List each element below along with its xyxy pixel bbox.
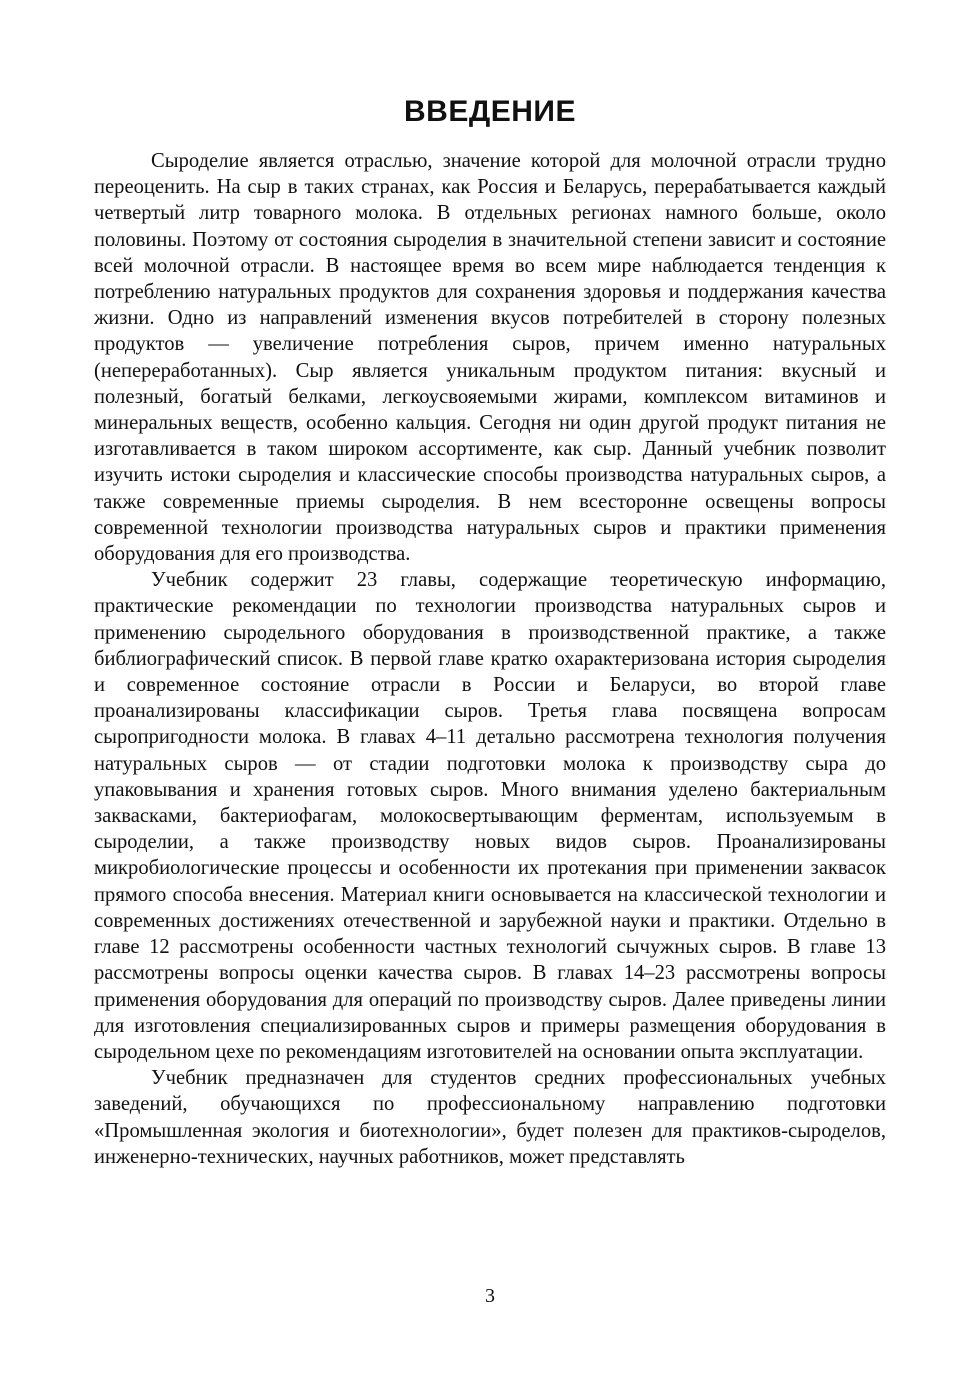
body-text (94, 148, 886, 1170)
section-heading: ВВЕДЕНИЕ (404, 95, 576, 128)
paragraph: Учебник содержит 23 главы, содержащие теоретическую информацию, практические рекомендации по технологии производства натуральных сыров и применению сыродельного оборудования в производственной практике, а также библиографический список. В первой главе кратко охарактеризована история сыроделия и современное состояние отрасли в России и Беларуси, во второй главе проанализированы классификации сыров. Третья глава посвящена вопросам сыропригодности молока. В главах 4–11 детально рассмотрена технология получения натуральных сыров — от стадии подготовки молока к производству сыра до упаковывания и хранения готовых сыров. Много внимания уделено бактериальным заквасками, бактериофагам, молокосвертывающим ферментам, используемым в сыроделии, а также производству новых видов сыров. Проанализированы микробиологические процессы и особенности их протекания при применении заквасок прямого способа внесения. Материал книги основывается на классической технологии и современных достижениях отечественной и зарубежной науки и практики. Отдельно в главе 12 рассмотрены особенности частных технологий сычужных сыров. В главе 13 рассмотрены вопросы оценки качества сыров. В главах 14–23 рассмотрены вопросы применения оборудования для операций по производству сыров. Далее приведены линии для изготовления специализированных сыров и примеры размещения оборудования в сыродельном цехе по рекомендациям изготовителей на основании опыта эксплуатации. (94, 569, 886, 1063)
paragraph: Учебник предназначен для студентов средних профессиональных учебных заведений, обучающихся по профессиональному направлению подготовки «Промышленная экология и биотехнологии», будет полезен для практиков-сыроделов, инженерно-технических, научных работников, может представлять (94, 1067, 886, 1168)
page-number: 3 (485, 1285, 495, 1307)
paragraph: Сыроделие является отраслью, значение которой для молочной отрасли трудно переоценить. На сыр в таких странах, как Россия и Беларусь, перерабатывается каждый четвертый литр товарного молока. В отдельных регионах намного больше, около половины. Поэтому от состояния сыроделия в значительной степени зависит и состояние всей молочной отрасли. В настоящее время во всем мире наблюдается тенденция к потреблению натуральных продуктов для сохранения здоровья и поддержания качества жизни. Одно из направлений изменения вкусов потребителей в сторону полезных продуктов — увеличение потребления сыров, причем именно натуральных (непереработанных). Сыр является уникальным продуктом питания: вкусный и полезный, богатый белками, легкоусвояемыми жирами, комплексом витаминов и минеральных веществ, особенно кальция. Сегодня ни один другой продукт питания не изготавливается в таком широком ассортименте, как сыр. Данный учебник позволит изучить истоки сыроделия и классические способы производства натуральных сыров, а также современные приемы сыроделия. В нем всесторонне освещены вопросы современной технологии производства натуральных сыров и практики применения оборудования для его производства. (94, 150, 886, 566)
